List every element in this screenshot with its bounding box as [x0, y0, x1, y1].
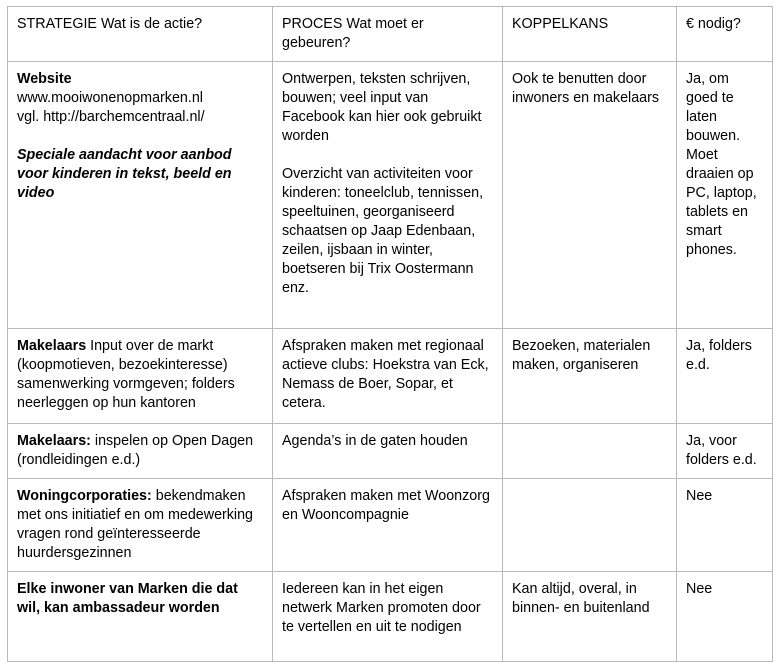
strategie-note-kinderen: Speciale aandacht voor aanbod voor kinderen in tekst, beeld en video: [17, 147, 232, 202]
strategie-text: Input over de markt (koopmotieven, bezoekinteresse) samenwerking vormgeven; folders neerleggen op hun kantoren: [17, 338, 235, 411]
cell-euro-nodig: Ja, folders e.d.: [677, 329, 773, 424]
cell-proces: Agenda’s in de gaten houden: [273, 424, 503, 479]
cell-strategie: [8, 62, 273, 329]
table-row: [8, 62, 773, 329]
strategie-lead: Woningcorporaties:: [17, 488, 152, 504]
cell-proces: Afspraken maken met Woonzorg en Wooncompagnie: [273, 479, 503, 572]
cell-proces: Afspraken maken met regionaal actieve clubs: Hoekstra van Eck, Nemass de Boer, Sopar, et cetera.: [273, 329, 503, 424]
cell-euro-nodig: Nee: [677, 479, 773, 572]
cell-koppelkans: Bezoeken, materialen maken, organiseren: [503, 329, 677, 424]
strategie-lead: Elke inwoner van Marken die dat wil, kan ambassadeur worden: [17, 581, 238, 616]
cell-euro-nodig: Ja, voor folders e.d.: [677, 424, 773, 479]
cell-koppelkans: Kan altijd, overal, in binnen- en buitenland: [503, 572, 677, 662]
strategie-text: bekendmaken met ons initiatief en om medewerking vragen rond geïnteresseerde huurdersgezinnen: [17, 488, 254, 561]
table-header: [8, 7, 773, 62]
cell-euro-nodig: Ja, om goed te laten bouwen. Moet draaien op PC, laptop, tablets en smart phones.: [677, 62, 773, 329]
table-row: [8, 424, 773, 479]
strategie-url-primary: www.mooiwonenopmarken.nl: [17, 90, 203, 106]
table-row: [8, 329, 773, 424]
strategie-block-website: [17, 70, 264, 127]
cell-koppelkans: [503, 424, 677, 479]
column-header-proces: PROCES Wat moet er gebeuren?: [273, 7, 503, 62]
cell-proces: Iedereen kan in het eigen netwerk Marken promoten door te vertellen en uit te nodigen: [273, 572, 503, 662]
column-header-strategie: STRATEGIE Wat is de actie?: [8, 7, 273, 62]
cell-euro-nodig: Nee: [677, 572, 773, 662]
cell-strategie: [8, 329, 273, 424]
strategie-title-website: Website: [17, 71, 72, 87]
strategie-url-reference: vgl. http://barchemcentraal.nl/: [17, 109, 205, 125]
column-header-koppelkans: KOPPELKANS: [503, 7, 677, 62]
cell-strategie: [8, 479, 273, 572]
table-row: [8, 572, 773, 662]
proces-block-ontwerpen: Ontwerpen, teksten schrijven, bouwen; veel input van Facebook kan hier ook gebruikt worden: [282, 71, 482, 144]
proces-block-overzicht-activiteiten: Overzicht van activiteiten voor kinderen: toneelclub, tennissen, speeltuinen, georganiseerd schaatsen op Jaap Edenbaan, zeilen, ijsbaan in winter, boetseren bij Trix Oostermann enz.: [282, 166, 484, 297]
table-row: [8, 479, 773, 572]
table-header-row: [8, 7, 773, 62]
cell-koppelkans: Ook te benutten door inwoners en makelaars: [503, 62, 677, 329]
strategie-lead: Makelaars:: [17, 433, 91, 449]
strategy-table: [7, 6, 773, 662]
strategie-lead: Makelaars: [17, 338, 87, 354]
cell-proces: [273, 62, 503, 329]
column-header-euro-nodig: € nodig?: [677, 7, 773, 62]
cell-koppelkans: [503, 479, 677, 572]
cell-strategie: [8, 572, 273, 662]
cell-strategie: [8, 424, 273, 479]
strategie-text: inspelen op Open Dagen (rondleidingen e.d.): [17, 433, 254, 468]
table-body: [8, 62, 773, 662]
